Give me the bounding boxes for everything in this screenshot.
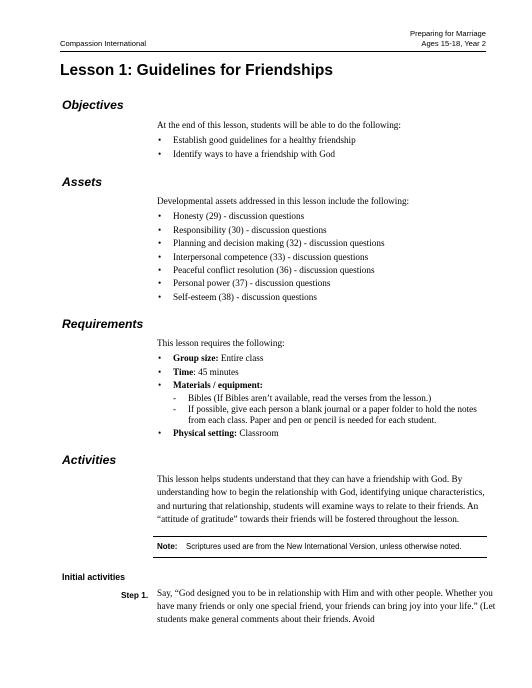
note-text: Scriptures used are from the New International Version, unless otherwise noted. <box>186 542 462 551</box>
time-label: Time <box>173 366 194 377</box>
objectives-heading: Objectives <box>62 98 124 112</box>
note-label: Note: <box>157 542 178 551</box>
header-course-title: Preparing for Marriage <box>410 29 486 38</box>
list-item: • Establish good guidelines for a healthy friendship <box>157 134 487 147</box>
requirements-intro: This lesson requires the following: <box>157 338 285 348</box>
list-item: • Interpersonal competence (33) - discussion questions <box>157 251 487 264</box>
initial-activities-heading: Initial activities <box>62 572 126 582</box>
requirements-heading: Requirements <box>62 317 144 331</box>
list-item: • Personal power (37) - discussion questions <box>157 277 487 290</box>
materials-label: Materials / equipment: <box>173 380 263 391</box>
list-item: - If possible, give each person a blank journal or a paper folder to hold the notes from each class. Paper and pen or pencil is needed for each student. <box>173 404 487 427</box>
header-age-group: Ages 15-18, Year 2 <box>421 39 486 48</box>
header-left-text: Compassion International <box>60 39 147 48</box>
assets-section <box>157 195 487 304</box>
requirements-section <box>157 337 487 440</box>
assets-intro: Developmental assets addressed in this lesson include the following: <box>157 196 410 206</box>
objectives-section <box>157 119 487 161</box>
list-item: • Peaceful conflict resolution (36) - discussion questions <box>157 264 487 277</box>
list-item <box>157 427 487 440</box>
lesson-title: Lesson 1: Guidelines for Friendships <box>60 62 334 79</box>
group-size-value: Entire class <box>218 353 264 364</box>
list-item: • Planning and decision making (32) - discussion questions <box>157 237 487 250</box>
list-item: • Identify ways to have a friendship with God <box>157 148 487 161</box>
requirements-list <box>157 352 487 440</box>
materials-list <box>173 393 487 427</box>
physical-setting-label: Physical setting: <box>173 427 238 438</box>
activities-text: This lesson helps students understand that they can have a friendship with God. By understanding how to begin the relationship with God, identifying unique characteristics, and nurturing that relationship, students will examine ways to relate to their friends. An “attitude of gratitude” towards their friends will be fostered throughout the lesson. <box>157 474 485 525</box>
list-item <box>157 379 487 427</box>
list-item <box>157 366 487 379</box>
list-item <box>157 352 487 365</box>
list-item: • Responsibility (30) - discussion questions <box>157 224 487 237</box>
list-item: • Honesty (29) - discussion questions <box>157 210 487 223</box>
activities-heading: Activities <box>62 453 117 467</box>
assets-list <box>157 210 487 304</box>
step-label: Step 1. <box>121 590 149 600</box>
physical-setting-value: Classroom <box>237 427 279 438</box>
note-box <box>153 536 487 558</box>
header-right-text <box>410 29 486 49</box>
activities-section <box>157 473 487 527</box>
header-divider <box>60 51 486 52</box>
time-value: : 45 minutes <box>193 366 239 377</box>
objectives-list <box>157 134 487 161</box>
group-size-label: Group size: <box>173 353 219 364</box>
list-item: - Bibles (If Bibles aren’t available, read the verses from the lesson.) <box>173 393 487 404</box>
objectives-intro: At the end of this lesson, students will be able to do the following: <box>157 120 401 130</box>
step-text: Say, “God designed you to be in relationship with Him and with other people. Whether you have many friends or only one special friend, your friends can bring joy into your life.” (Let students make general comments about their friends. Avoid <box>157 588 496 625</box>
assets-heading: Assets <box>62 175 102 189</box>
list-item: • Self-esteem (38) - discussion questions <box>157 291 487 304</box>
